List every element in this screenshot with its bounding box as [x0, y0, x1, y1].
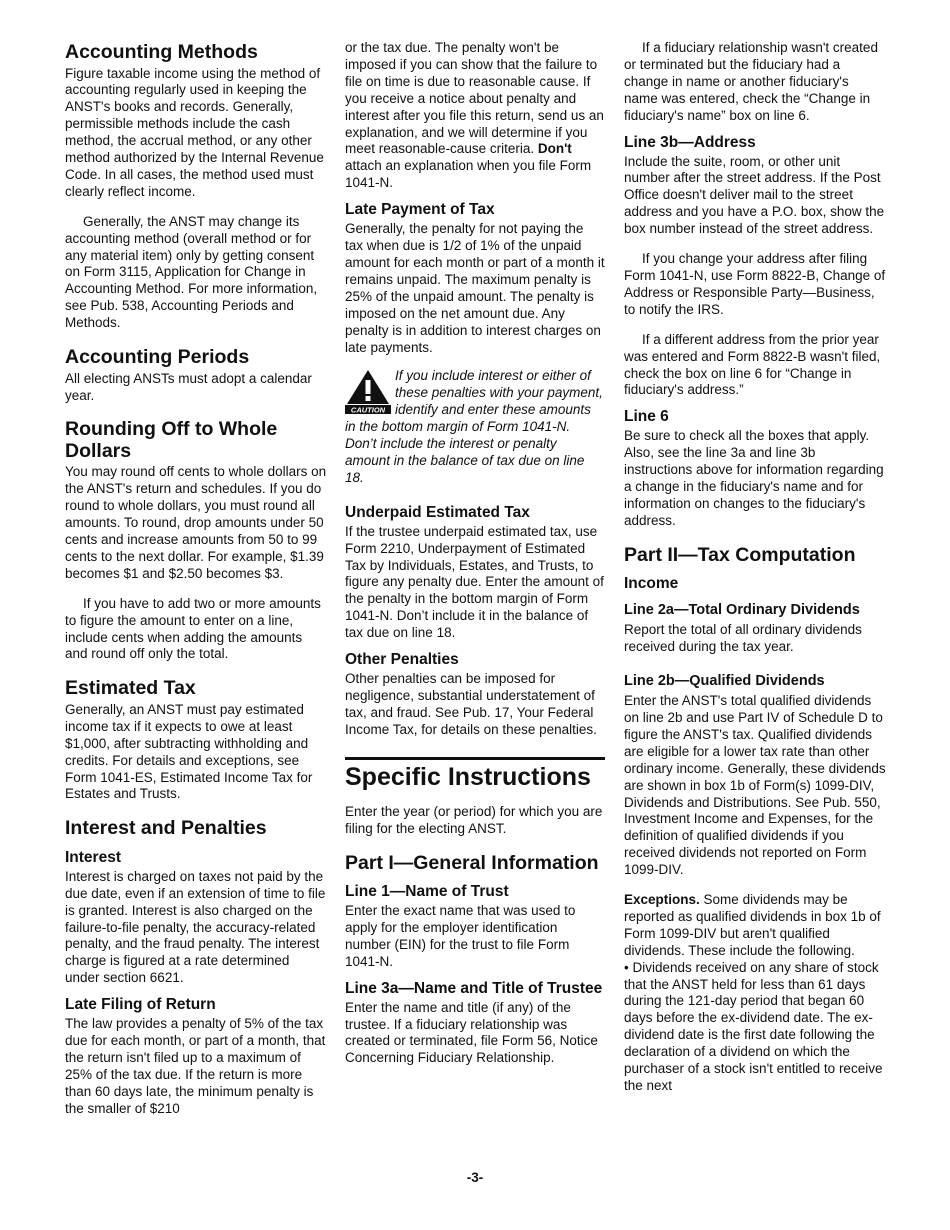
heading-rounding: Rounding Off to Whole Dollars: [65, 418, 278, 462]
heading-interest: Interest: [65, 848, 121, 866]
heading-other-penalties: Other Penalties: [345, 651, 459, 669]
paragraph-line3a: Enter the name and title (if any) of the trustee. If a fiduciary relationship was created or terminated, file Form 56, Notice Concerning Fiduciary Relationship.: [345, 999, 598, 1066]
late-filing-text-a: or the tax due. The penalty won't be imposed if you can show that the failure to file on time is due to reasonable cause. If you receive a notice about penalty and interest after you file this return, send us an explanation, and we will determine if you meet reasonable-cause criteria.: [345, 40, 604, 157]
heading-part2: Part II—Tax Computation: [624, 543, 856, 566]
caution-icon: [345, 368, 391, 414]
caution-text: If you include interest or either of these penalties with your payment, identify and enter these amounts in the bottom margin of Form 1041-N. Don’t include the interest or penalty amount in the balance of tax due on line 18.: [345, 368, 603, 485]
column-1: [65, 40, 327, 1118]
heading-part1: Part I—General Information: [345, 851, 599, 874]
exceptions-text: Some dividends may be reported as qualified dividends in box 1b of Form 1099-DIV but aren't qualified dividends. These include the following.: [624, 892, 881, 958]
paragraph-late-payment: Generally, the penalty for not paying the tax when due is 1/2 of 1% of the unpaid amount for each month or part of a month it remains unpaid. The maximum penalty is 25% of the unpaid amount. The penalty is imposed on the net amount due. Any penalty is in addition to interest charges on late payments.: [345, 221, 605, 355]
page-number: -3-: [466, 1170, 484, 1185]
paragraph-rounding: You may round off cents to whole dollars on the ANST's return and schedules. If you do round to whole dollars, you must round all amounts. To round, drop amounts under 50 cents and increase amounts from 50 to 99 cents to the next dollar. For example, $1.39 becomes $1 and $2.50 becomes $3.: [65, 464, 327, 581]
paragraph-interest: Interest is charged on taxes not paid by the due date, even if an extension of time to file is granted. Interest is also charged on the failure-to-file penalty, the accuracy-related penalty, and the fraud penalty. The interest charge is figured at a rate determined under section 6621.: [65, 868, 326, 986]
dont-emphasis: Don't: [537, 141, 572, 157]
heading-estimated-tax: Estimated Tax: [65, 677, 196, 700]
paragraph-exceptions: [624, 892, 886, 960]
heading-interest-penalties: Interest and Penalties: [65, 817, 267, 840]
exceptions-label: Exceptions.: [624, 892, 700, 908]
heading-line2a: Line 2a—Total Ordinary Dividends: [624, 602, 860, 619]
paragraph-accounting-periods: All electing ANSTs must adopt a calendar year.: [65, 370, 312, 403]
paragraph-late-filing: The law provides a penalty of 5% of the tax due for each month, or part of a month, that the return isn't filed up to a maximum of 25% of the tax due. If the return is more than 60 days late, the minimum penalty is the smaller of $210: [65, 1016, 326, 1116]
paragraph-rounding-2: If you have to add two or more amounts to figure the amount to enter on a line, include cents when adding the amounts and round off only the total.: [65, 595, 321, 662]
caution-note: [345, 368, 605, 486]
column-2: [345, 40, 605, 1067]
heading-late-filing: Late Filing of Return: [65, 996, 216, 1014]
paragraph-line2a: Report the total of all ordinary dividends received during the tax year.: [624, 622, 862, 655]
paragraph-specific: Enter the year (or period) for which you are filing for the electing ANST.: [345, 803, 603, 836]
heading-income: Income: [624, 575, 679, 593]
paragraph-late-filing-continued: [345, 40, 605, 192]
paragraph-fiduciary: If a fiduciary relationship wasn't created or terminated but the fiduciary had a change in name or another fiduciary's name was entered, check the “Change in fiduciary's name” box on line 6.: [624, 40, 878, 123]
caution-label: CAUTION: [350, 405, 386, 415]
bullet-item: • Dividends received on any share of stock that the ANST held for less than 61 days during the 121-day period that began 60 days before the ex-dividend date. The ex-dividend date is the first date following the declaration of a dividend on which the purchaser of a stock isn't entitled to receive the next: [624, 959, 883, 1093]
paragraph-line2b: Enter the ANST's total qualified dividends on line 2b and use Part IV of Schedule D to figure the ANST's tax. Qualified dividends are eligible for a lower tax rate than other ordinary income. Generally, these dividends are shown in box 1b of Form(s) 1099-DIV, Dividends and Distributions. See Pub. 550, Investment Income and Expenses, for the definition of qualified dividends if you received dividends not reported on Form 1099-DIV.: [624, 693, 886, 878]
heading-accounting-methods: Accounting Methods: [65, 41, 258, 63]
paragraph-accounting-methods: Figure taxable income using the method of accounting regularly used in keeping the ANST's books and records. Generally, permissible methods include the cash method, the accrual method, or any other method authorized by the Internal Revenue Code. In all cases, the method used must clearly reflect income.: [65, 65, 324, 199]
heading-line6: Line 6: [624, 408, 669, 426]
late-filing-text-b: attach an explanation when you file Form 1041-N.: [345, 158, 592, 191]
paragraph-line3b-3: If a different address from the prior year was entered and Form 8822-B wasn't filed, check the box on line 6 for “Change in fiduciary's address.”: [624, 331, 881, 398]
heading-line3b: Line 3b—Address: [624, 133, 756, 151]
paragraph-line1: Enter the exact name that was used to apply for the employer identification number (EIN) for the trust to file Form 1041-N.: [345, 903, 576, 969]
paragraph-other-penalties: Other penalties can be imposed for negligence, substantial understatement of tax, and fraud. See Pub. 17, Your Federal Income Tax, for details on these penalties.: [345, 671, 597, 737]
paragraph-underpaid: If the trustee underpaid estimated tax, use Form 2210, Underpayment of Estimated Tax by Individuals, Estates, and Trusts, to figure any penalty due. Enter the amount of the penalty in the bottom margin of Form 1041-N. Don’t include it in the balance of tax due on line 18.: [345, 523, 604, 641]
paragraph-accounting-methods-2: Generally, the ANST may change its accounting method (overall method or for any material item) only by getting consent on Form 3115, Application for Change in Accounting Method. For more information, see Pub. 538, Accounting Periods and Methods.: [65, 213, 318, 331]
heading-accounting-periods: Accounting Periods: [65, 346, 250, 369]
heading-line3a: Line 3a—Name and Title of Trustee: [345, 979, 603, 997]
heading-underpaid: Underpaid Estimated Tax: [345, 503, 530, 521]
heading-late-payment: Late Payment of Tax: [345, 201, 495, 219]
heading-line2b: Line 2b—Qualified Dividends: [624, 673, 825, 690]
heading-line1: Line 1—Name of Trust: [345, 883, 509, 901]
paragraph-line6: Be sure to check all the boxes that apply. Also, see the line 3a and line 3b instructions above for information regarding a change in the fiduciary's name and for information on changes to the fiduciary's address.: [624, 428, 884, 528]
paragraph-estimated-tax: Generally, an ANST must pay estimated income tax if it expects to owe at least $1,000, after subtracting withholding and credits. For details and exceptions, see Form 1041-ES, Estimated Income Tax for Estates and Trusts.: [65, 701, 313, 802]
heading-specific-instructions: Specific Instructions: [345, 757, 605, 792]
column-3: [624, 40, 886, 1095]
paragraph-line3b: Include the suite, room, or other unit number after the street address. If the Post Office doesn't deliver mail to the street address and you have a P.O. box, show the box number instead of the street address.: [624, 153, 885, 237]
paragraph-line3b-2: If you change your address after filing Form 1041-N, use Form 8822-B, Change of Address or Responsible Party—Business, to notify the IRS.: [624, 251, 886, 317]
